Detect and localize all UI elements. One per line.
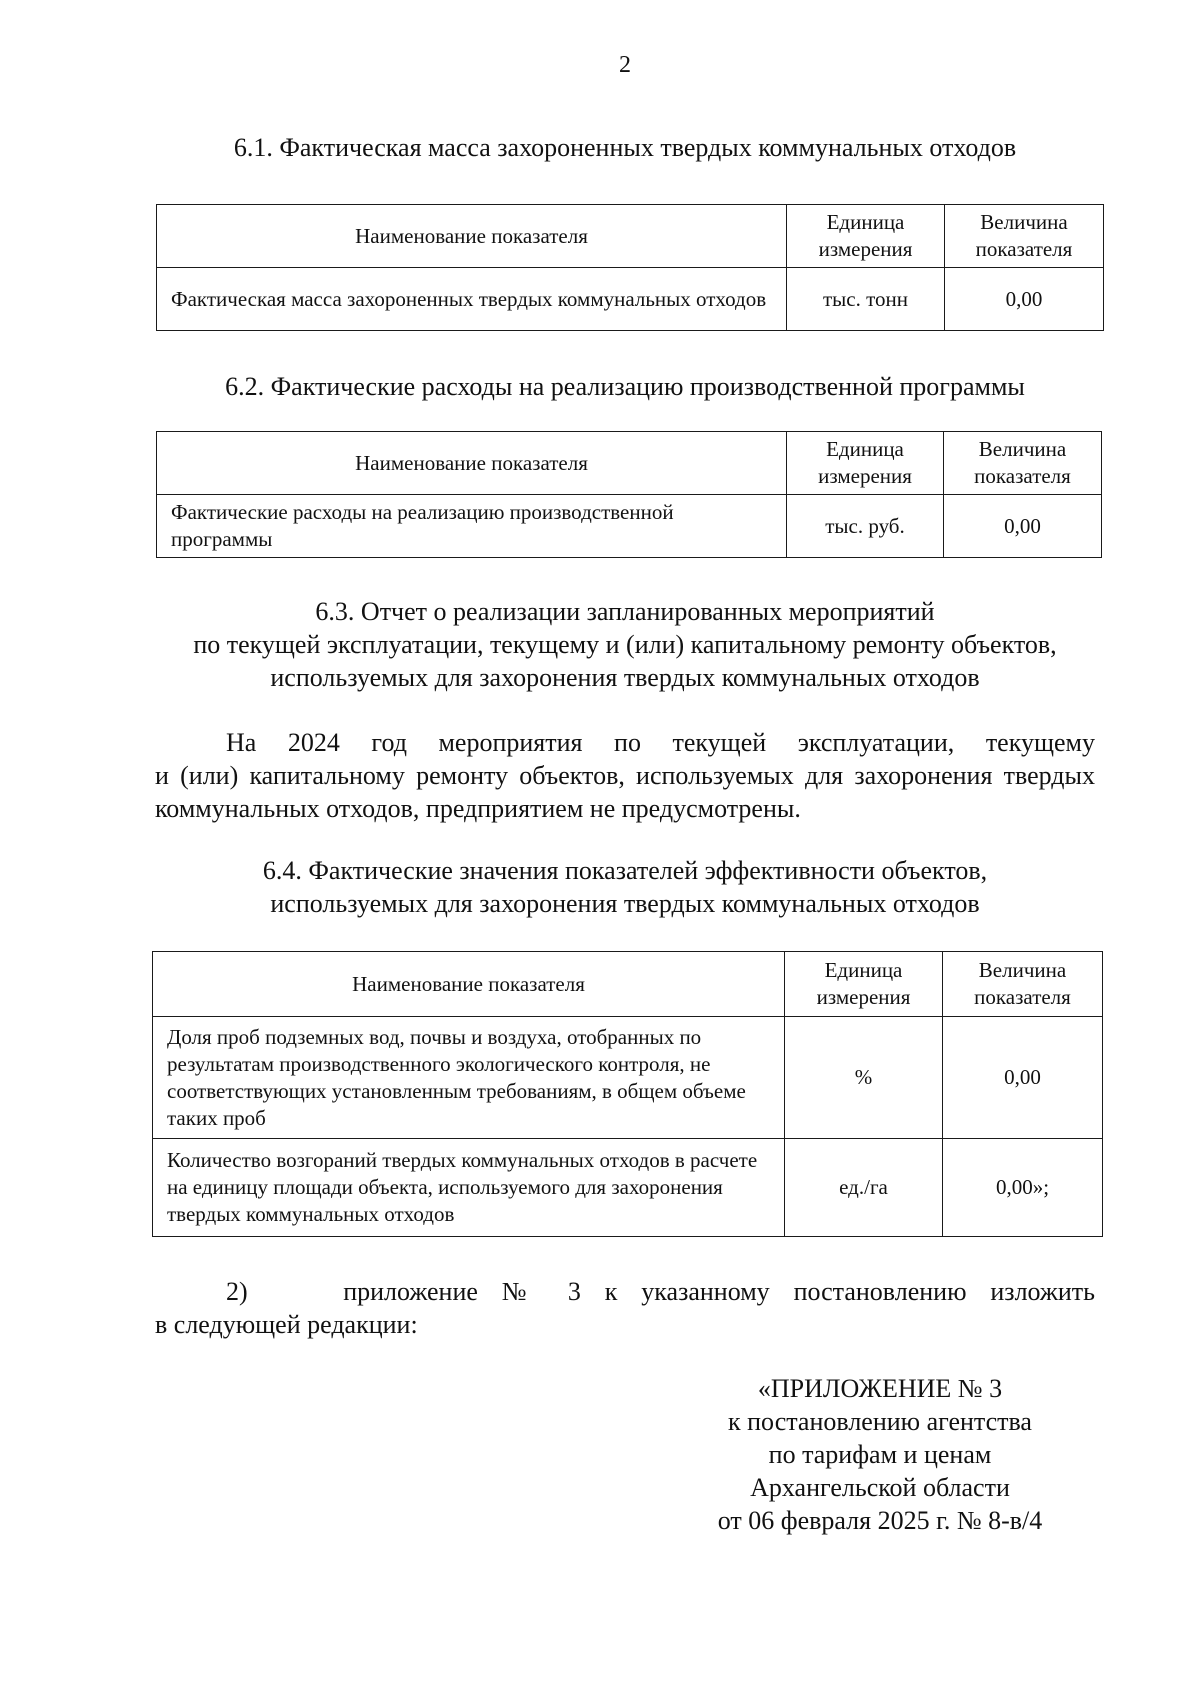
section-6-3-paragraph bbox=[155, 726, 1095, 825]
table-row bbox=[157, 268, 1104, 331]
appendix-date: от 06 февраля 2025 г. № 8-в/4 bbox=[717, 1506, 1043, 1535]
table-6-1 bbox=[156, 204, 1104, 331]
table-row bbox=[153, 1017, 1103, 1139]
header-unit-line1: Единица bbox=[826, 210, 905, 234]
appendix-line2: к постановлению агентства bbox=[728, 1407, 1032, 1436]
row-value: 0,00 bbox=[943, 1017, 1103, 1139]
header-value-line2: показателя bbox=[974, 985, 1071, 1009]
section-6-3-title bbox=[155, 595, 1095, 694]
header-unit bbox=[787, 205, 945, 268]
appendix-title: «ПРИЛОЖЕНИЕ № 3 bbox=[757, 1374, 1003, 1403]
header-value-line2: показателя bbox=[974, 464, 1071, 488]
header-value-line1: Величина bbox=[978, 437, 1067, 461]
row-value: 0,00 bbox=[944, 495, 1102, 558]
paragraph-first-line: На 2024 год мероприятия по текущей эксплуатации, текущему bbox=[226, 728, 1095, 757]
header-value-line1: Величина bbox=[978, 958, 1067, 982]
header-unit bbox=[787, 432, 944, 495]
header-unit bbox=[785, 952, 943, 1017]
page-number: 2 bbox=[619, 52, 631, 78]
header-unit-line2: измерения bbox=[818, 237, 913, 261]
row-unit: тыс. тонн bbox=[787, 268, 945, 331]
section-6-3-title-line1: 6.3. Отчет о реализации запланированных мероприятий bbox=[315, 597, 935, 626]
item-2-paragraph bbox=[155, 1275, 1095, 1341]
header-value bbox=[945, 205, 1104, 268]
header-name: Наименование показателя bbox=[157, 432, 787, 495]
item-2-rest: в следующей редакции: bbox=[155, 1310, 418, 1339]
section-6-1-title-text: 6.1. Фактическая масса захороненных твердых коммунальных отходов bbox=[233, 133, 1017, 162]
row-name: Доля проб подземных вод, почвы и воздуха, отобранных по результатам производственного экологического контроля, не соответствующих установленным требованиям, в общем объеме таких проб bbox=[153, 1017, 785, 1139]
header-value-line1: Величина bbox=[980, 210, 1068, 234]
table-header-row bbox=[157, 432, 1102, 495]
table-header-row bbox=[153, 952, 1103, 1017]
header-value bbox=[944, 432, 1102, 495]
header-name: Наименование показателя bbox=[153, 952, 785, 1017]
row-name: Фактические расходы на реализацию производственной программы bbox=[157, 495, 787, 558]
section-6-2-title bbox=[155, 370, 1095, 403]
section-6-3-title-line2: по текущей эксплуатации, текущему и (или) капитальному ремонту объектов, bbox=[193, 630, 1057, 659]
paragraph-rest: и (или) капитальному ремонту объектов, используемых для захоронения твердых коммунальных отходов, предприятием не предусмотрены. bbox=[155, 761, 1095, 823]
appendix-line4: Архангельской области bbox=[750, 1473, 1010, 1502]
appendix-block bbox=[680, 1372, 1080, 1537]
item-2-first-line: 2) приложение № 3 к указанному постановлению изложить bbox=[226, 1277, 1095, 1306]
table-header-row bbox=[157, 205, 1104, 268]
row-value: 0,00 bbox=[945, 268, 1104, 331]
row-name: Фактическая масса захороненных твердых коммунальных отходов bbox=[157, 268, 787, 331]
header-unit-line1: Единица bbox=[826, 437, 904, 461]
row-unit: ед./га bbox=[785, 1139, 943, 1237]
section-6-3-title-line3: используемых для захоронения твердых коммунальных отходов bbox=[270, 663, 980, 692]
header-unit-line2: измерения bbox=[818, 464, 912, 488]
section-6-4-title bbox=[155, 854, 1095, 920]
row-unit: % bbox=[785, 1017, 943, 1139]
header-unit-line1: Единица bbox=[824, 958, 903, 982]
table-6-2 bbox=[156, 431, 1102, 558]
section-6-2-title-text: 6.2. Фактические расходы на реализацию производственной программы bbox=[225, 372, 1025, 401]
section-6-1-title bbox=[155, 131, 1095, 164]
table-row bbox=[153, 1139, 1103, 1237]
row-value: 0,00»; bbox=[943, 1139, 1103, 1237]
table-row bbox=[157, 495, 1102, 558]
section-6-4-title-line2: используемых для захоронения твердых коммунальных отходов bbox=[270, 889, 980, 918]
appendix-line3: по тарифам и ценам bbox=[768, 1440, 992, 1469]
header-value-line2: показателя bbox=[975, 237, 1073, 261]
header-unit-line2: измерения bbox=[816, 985, 911, 1009]
row-name: Количество возгораний твердых коммунальных отходов в расчете на единицу площади объекта, используемого для захоронения твердых коммунальных отходов bbox=[153, 1139, 785, 1237]
header-value bbox=[943, 952, 1103, 1017]
row-unit: тыс. руб. bbox=[787, 495, 944, 558]
table-6-4 bbox=[152, 951, 1103, 1237]
section-6-4-title-line1: 6.4. Фактические значения показателей эффективности объектов, bbox=[262, 856, 988, 885]
header-name: Наименование показателя bbox=[157, 205, 787, 268]
